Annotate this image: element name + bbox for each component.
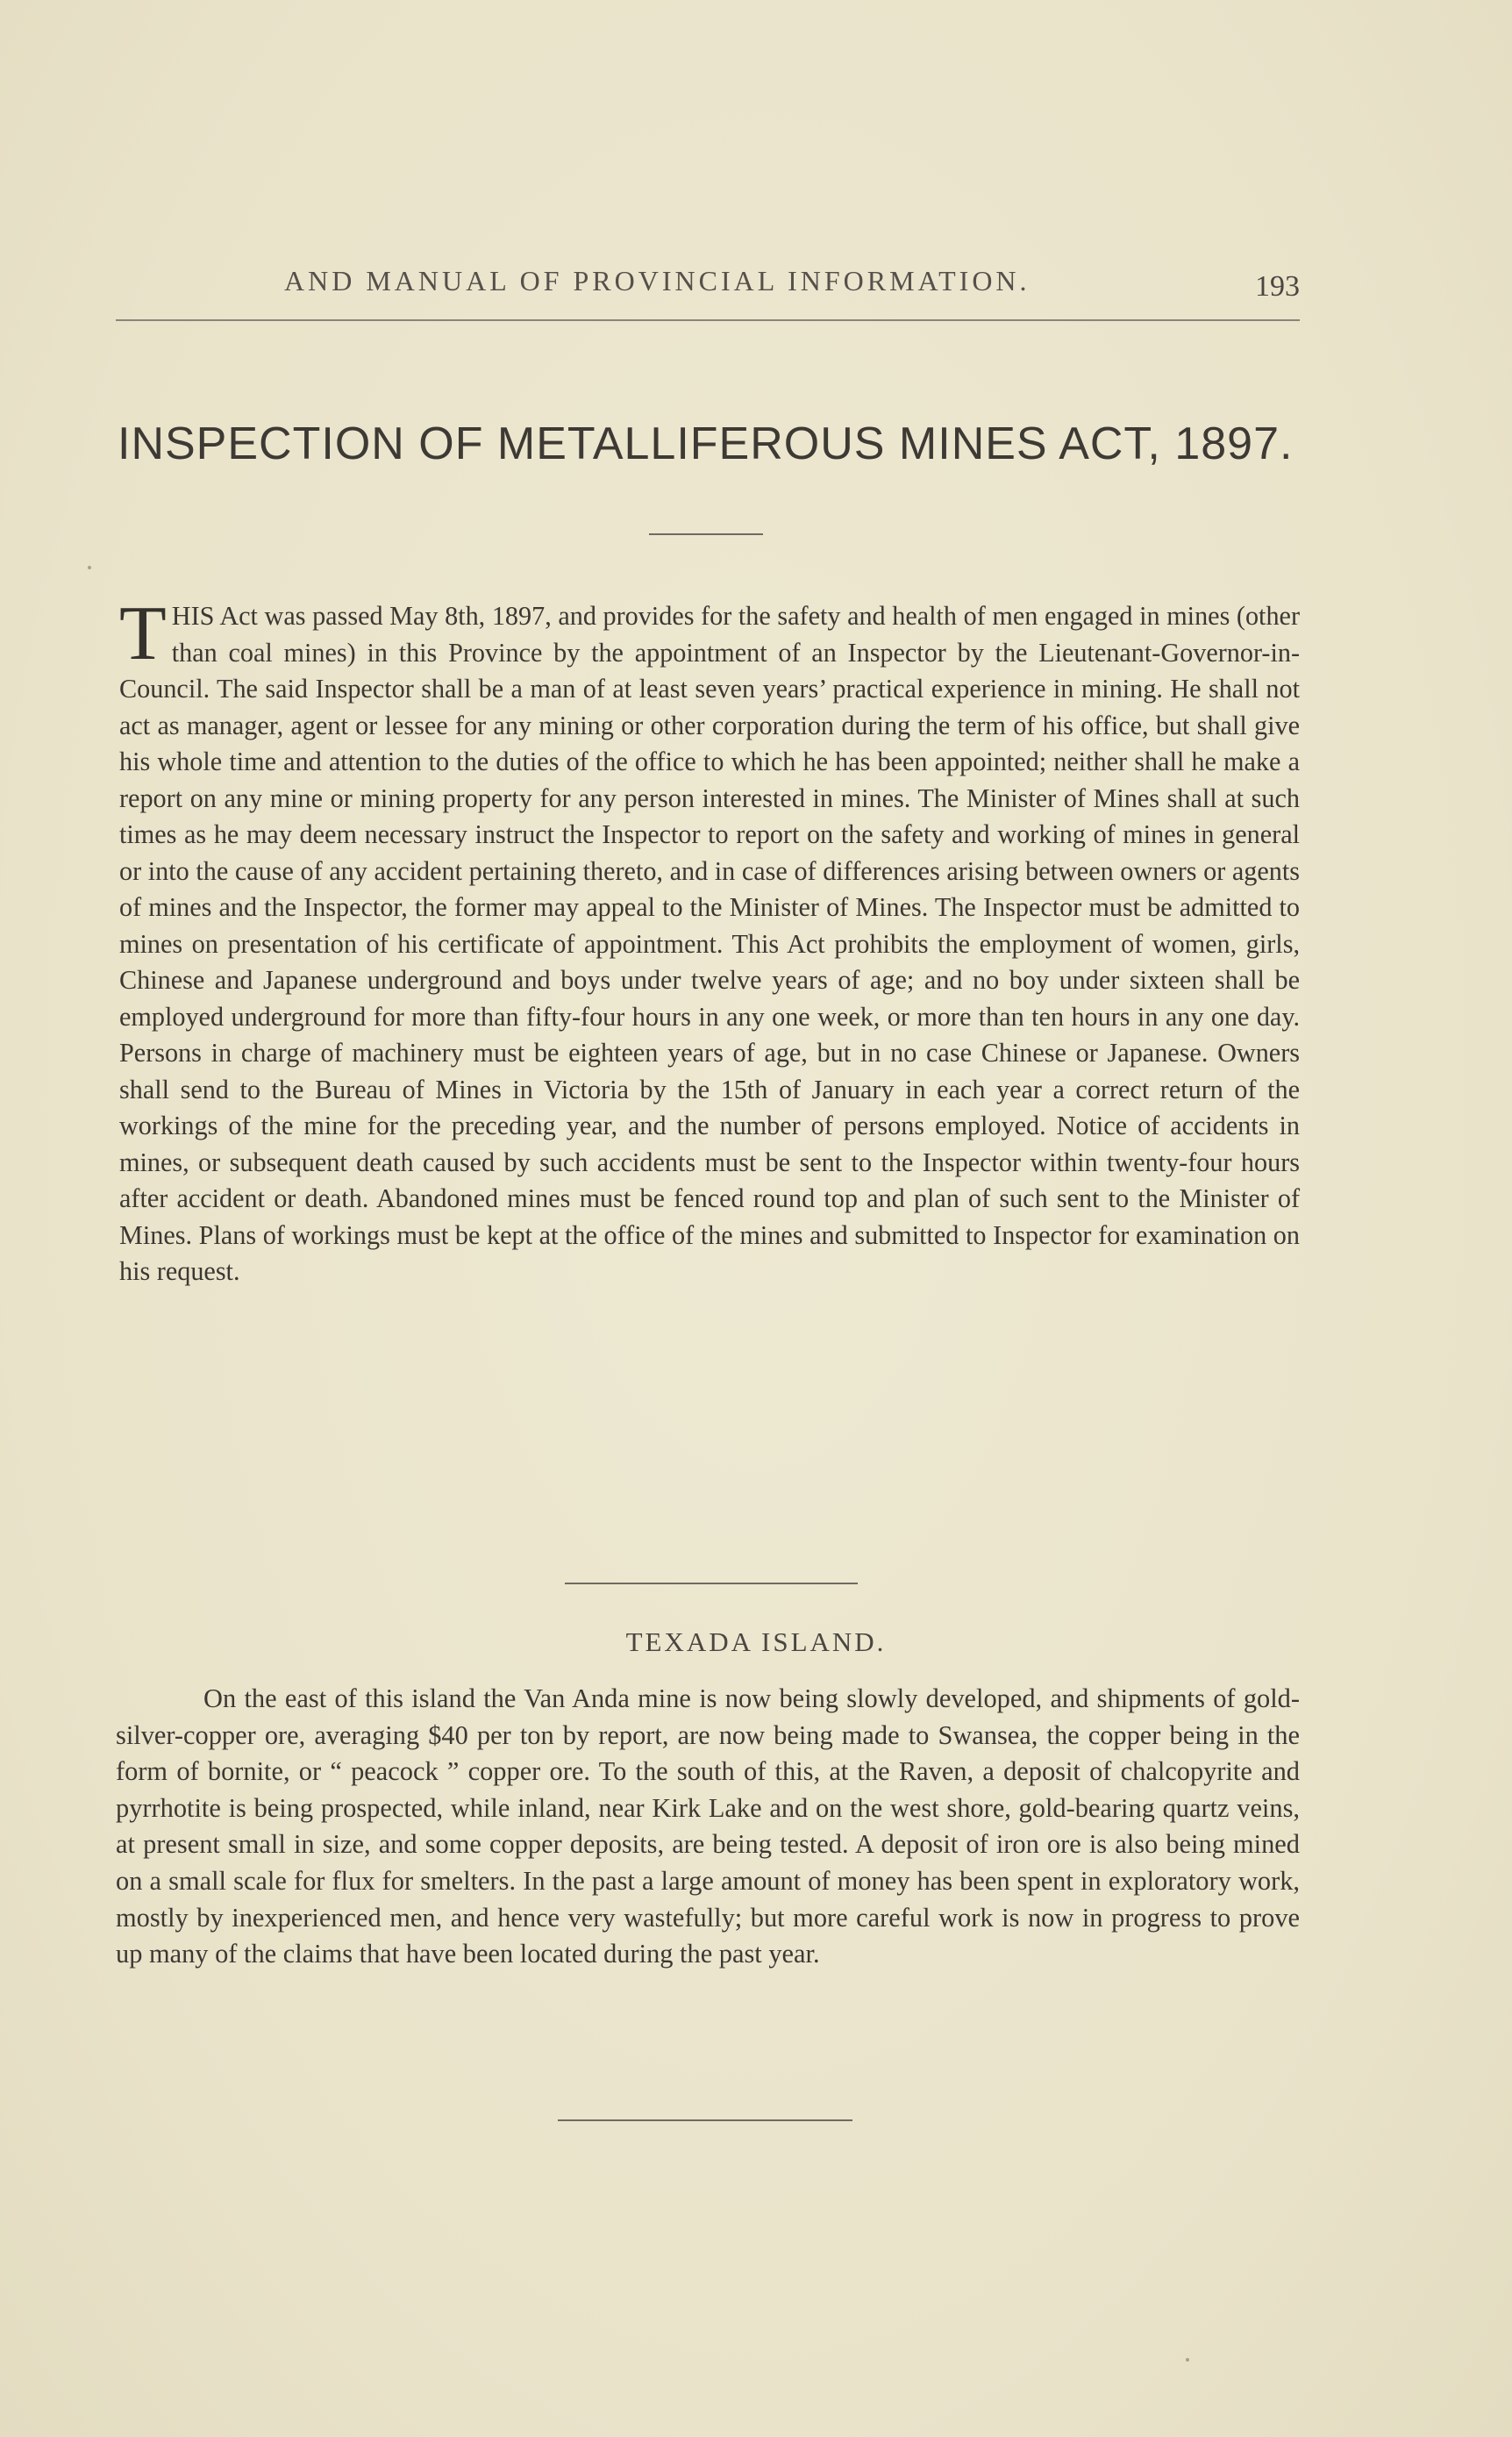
- header-rule: [116, 319, 1300, 321]
- drop-cap: T: [119, 591, 167, 676]
- paper-speck: [1186, 2358, 1189, 2362]
- section-heading: TEXADA ISLAND.: [625, 1626, 887, 1657]
- article-title: INSPECTION OF METALLIFEROUS MINES ACT, 1897.: [118, 418, 1294, 469]
- article-body-text: HIS Act was passed May 8th, 1897, and provides for the safety and health of men engaged in mines (other than coal mines) in this Province by the appointment of an Inspector by the Lieutenant-Governor-in-Council. The said Inspector shall be a man of at least seven years’ practical experience in mining. He shall not act as manager, agent or lessee for any mining or other corporation during the term of his office, but shall give his whole time and attention to the duties of the office to which he has been appointed; neither shall he make a report on any mine or mining property for any person interested in mines. The Minister of Mines shall at such times as he may deem necessary instruct the Inspector to report on the safety and working of mines in general or into the cause of any accident pertaining thereto, and in case of differences arising between owners or agents of mines and the Inspector, the former may appeal to the Minister of Mines. The Inspector must be admitted to mines on presentation of his certificate of appointment. This Act prohibits the employment of women, girls, Chinese and Japanese underground and boys under twelve years of age; and no boy under sixteen shall be employed underground for more than fifty-four hours in any one week, or more than ten hours in any one day. Persons in charge of machinery must be eighteen years of age, but in no case Chinese or Japanese. Owners shall send to the Bureau of Mines in Victoria by the 15th of January in each year a correct return of the workings of the mine for the preceding year, and the number of persons employed. Notice of accidents in mines, or subsequent death caused by such accidents must be sent to the Inspector within twenty-four hours after accident or death. Abandoned mines must be fenced round top and plan of such sent to the Minister of Mines. Plans of workings must be kept at the office of the mines and submitted to Inspector for examination on his request.: [119, 601, 1300, 1286]
- title-divider: [649, 533, 763, 535]
- end-divider: [558, 2119, 852, 2121]
- page-number: 193: [1255, 270, 1300, 303]
- paper-speck: [88, 566, 91, 569]
- running-title: AND MANUAL OF PROVINCIAL INFORMATION.: [284, 265, 1031, 297]
- section-divider: [565, 1583, 858, 1584]
- article-body: [119, 591, 1300, 1290]
- section-body: On the east of this island the Van Anda mine is now being slowly developed, and shipments of gold-silver-copper ore, averaging $40 per ton by report, are now being made to Swansea, the copper being in the form of bornite, or “ peacock ” copper ore. To the south of this, at the Raven, a deposit of chalcopyrite and pyrrhotite is being prospected, while inland, near Kirk Lake and on the west shore, gold-bearing quartz veins, at present small in size, and some copper deposits, are being tested. A deposit of iron ore is also being mined on a small scale for flux for smelters. In the past a large amount of money has been spent in exploratory work, mostly by inexperienced men, and hence very wastefully; but more careful work is now in progress to prove up many of the claims that have been located during the past year.: [116, 1683, 1300, 1969]
- running-header: [116, 265, 1300, 304]
